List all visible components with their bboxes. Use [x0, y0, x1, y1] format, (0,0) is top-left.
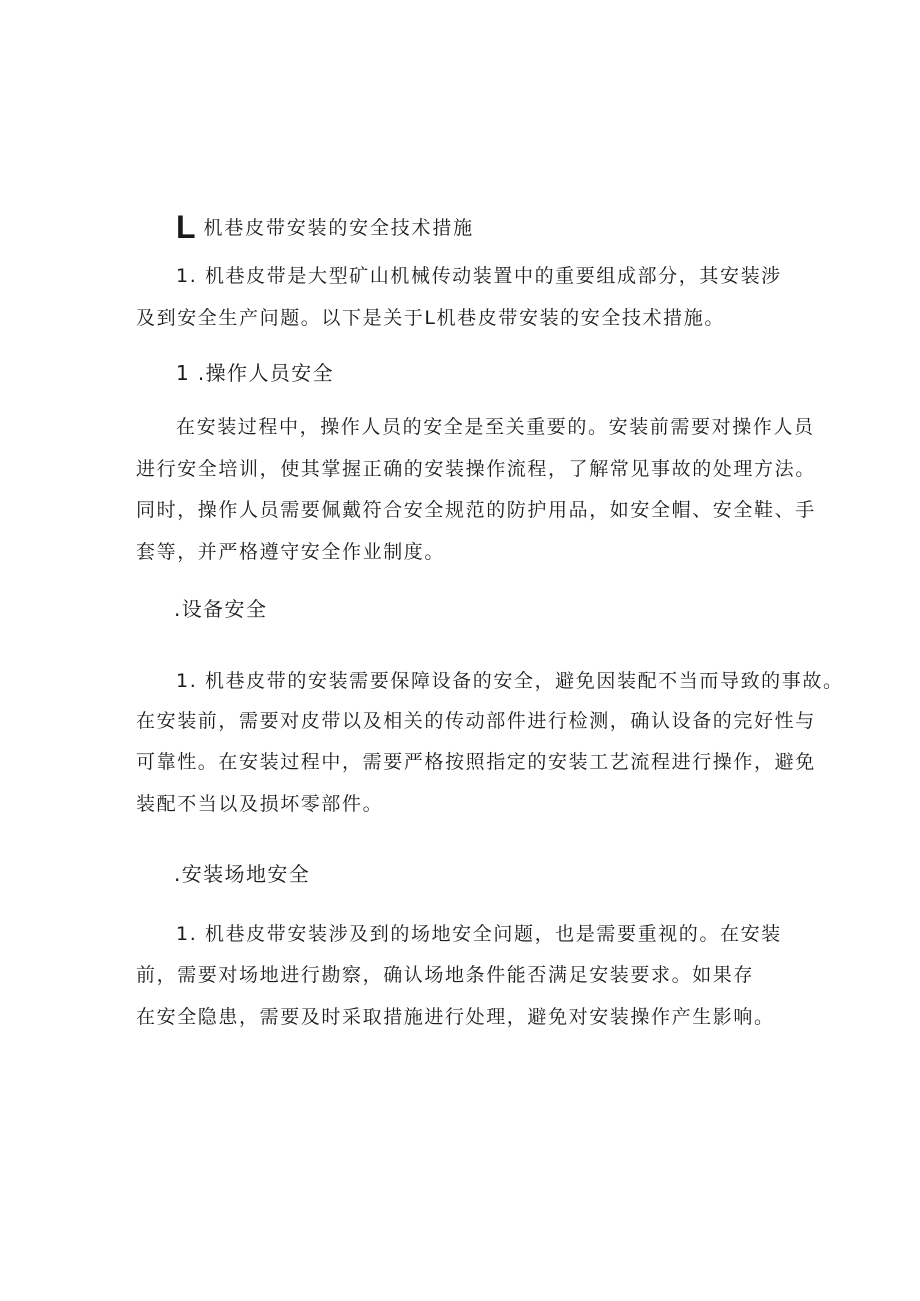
title-text: 机巷皮带安装的安全技术措施 [203, 217, 474, 239]
paragraph-line: 前，需要对场地进行勘察，确认场地条件能否满足安装要求。如果存 [136, 964, 755, 986]
section-heading-equipment-safety: .设备安全 [174, 597, 268, 621]
intro-line-2: 及到安全生产问题。以下是关于L机巷皮带安装的安全技术措施。 [136, 307, 725, 329]
paragraph-line: 可靠性。在安装过程中，需要严格按照指定的安装工艺流程进行操作，避免 [136, 751, 816, 773]
paragraph-line: 1. 机巷皮带安装涉及到的场地安全问题，也是需要重视的。在安装 [176, 923, 782, 945]
title-mark: L [176, 209, 196, 245]
paragraph-line: 在安装前，需要对皮带以及相关的传动部件进行检测，确认设备的完好性与 [136, 710, 816, 732]
section-heading-site-safety: .安装场地安全 [174, 862, 311, 886]
paragraph-line: 在安装过程中，操作人员的安全是至关重要的。安装前需要对操作人员 [176, 416, 815, 438]
paragraph-line: 同时，操作人员需要佩戴符合安全规范的防护用品，如安全帽、安全鞋、手 [136, 499, 816, 521]
paragraph-line: 进行安全培训，使其掌握正确的安装操作流程，了解常见事故的处理方法。 [136, 458, 816, 480]
section-heading-operator-safety: 1 .操作人员安全 [176, 361, 335, 385]
paragraph-line: 装配不当以及损坏零部件。 [136, 793, 384, 815]
paragraph-line: 套等，并严格遵守安全作业制度。 [136, 541, 446, 563]
intro-line-1: 1. 机巷皮带是大型矿山机械传动装置中的重要组成部分，其安装涉 [176, 265, 782, 287]
paragraph-line: 1. 机巷皮带的安装需要保障设备的安全，避免因装配不当而导致的事故。 [176, 670, 844, 692]
document-title [176, 209, 474, 245]
paragraph-line: 在安全隐患，需要及时采取措施进行处理，避免对安装操作产生影响。 [136, 1006, 775, 1028]
